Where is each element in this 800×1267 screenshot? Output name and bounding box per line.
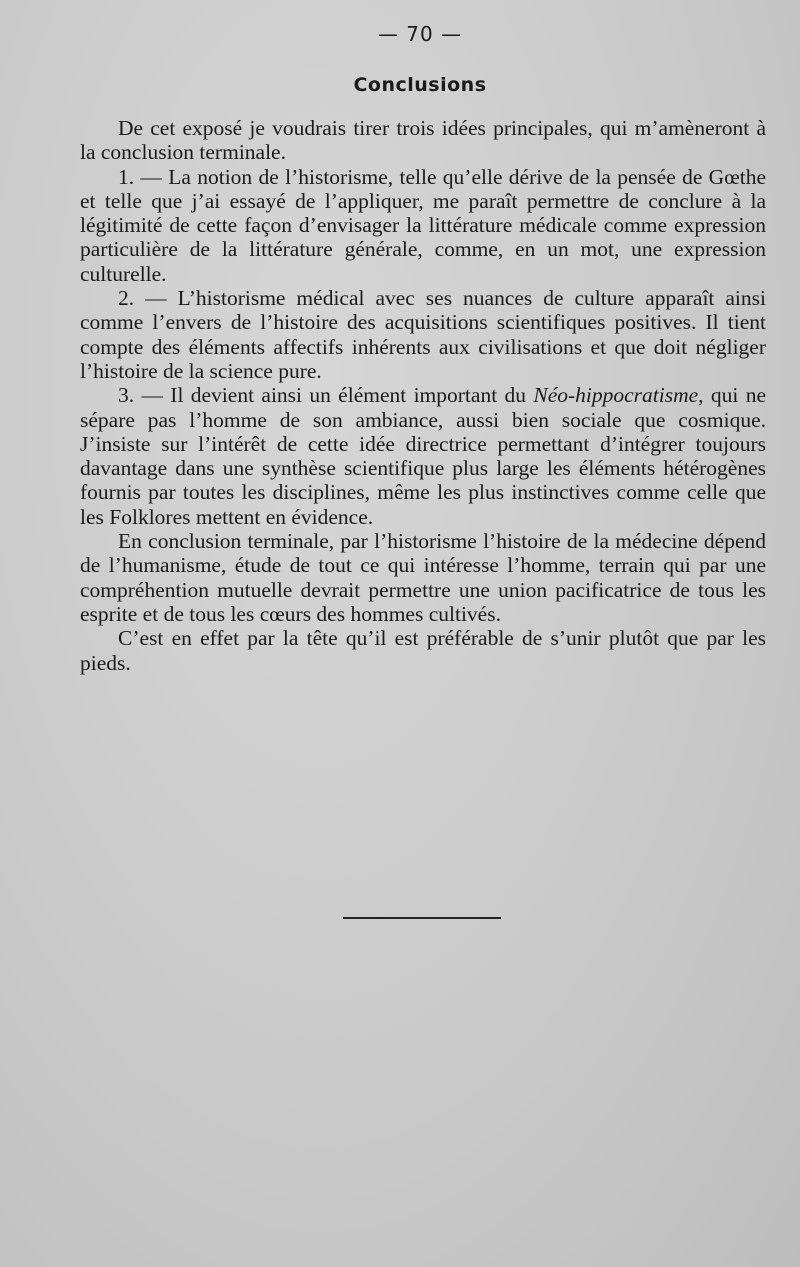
end-rule (343, 917, 501, 919)
paragraph-intro: De cet exposé je voudrais tirer trois idées principales, qui m’amèneront à la conclusion terminale. (80, 116, 766, 165)
paragraph-point-2: 2. — L’historisme médical avec ses nuances de culture apparaît ainsi comme l’envers de l’histoire des acquisitions scientifiques positives. Il tient compte des éléments affectifs inhérents aux civilisations et que doit négliger l’histoire de la science pure. (80, 286, 766, 383)
section-heading: Conclusions (353, 74, 487, 96)
page-number: — 70 — (377, 22, 463, 46)
paragraph-point-3-start: 3. — Il devient ainsi un élément important du (118, 383, 534, 408)
paragraph-final-conclusion: En conclusion terminale, par l’historisme l’histoire de la médecine dépend de l’humanisme, étude de tout ce qui intéresse l’homme, terrain qui par une compréhention mutuelle devrait permettre une union pacificatrice de tous les esprite et de tous les cœurs des hommes cultivés. (80, 529, 766, 626)
paragraph-closing: C’est en effet par la tête qu’il est préférable de s’unir plutôt que par les pieds. (80, 626, 766, 675)
paragraph-point-3 (80, 383, 766, 529)
paragraph-point-3-rest: qui ne sépare pas l’homme de son ambiance, aussi bien sociale que cosmique. J’insiste sur l’intérêt de cette idée directrice permettant d’intégrer toujours davantage dans une synthèse scientifique plus large les éléments hétérogènes fournis par toutes les disciplines, même les plus instinctives comme celle que les Folklores mettent en évidence. (80, 383, 766, 529)
paragraph-point-1: 1. — La notion de l’historisme, telle qu’elle dérive de la pensée de Gœthe et telle que j’ai essayé de l’appliquer, me paraît permettre de conclure à la légitimité de cette façon d’envisager la littérature médicale comme expression particulière de la littérature générale, comme, en un mot, une expression culturelle. (80, 164, 766, 286)
body-text (80, 116, 766, 675)
neo-hippocratisme-term: Néo-hippocratisme, (533, 383, 704, 408)
